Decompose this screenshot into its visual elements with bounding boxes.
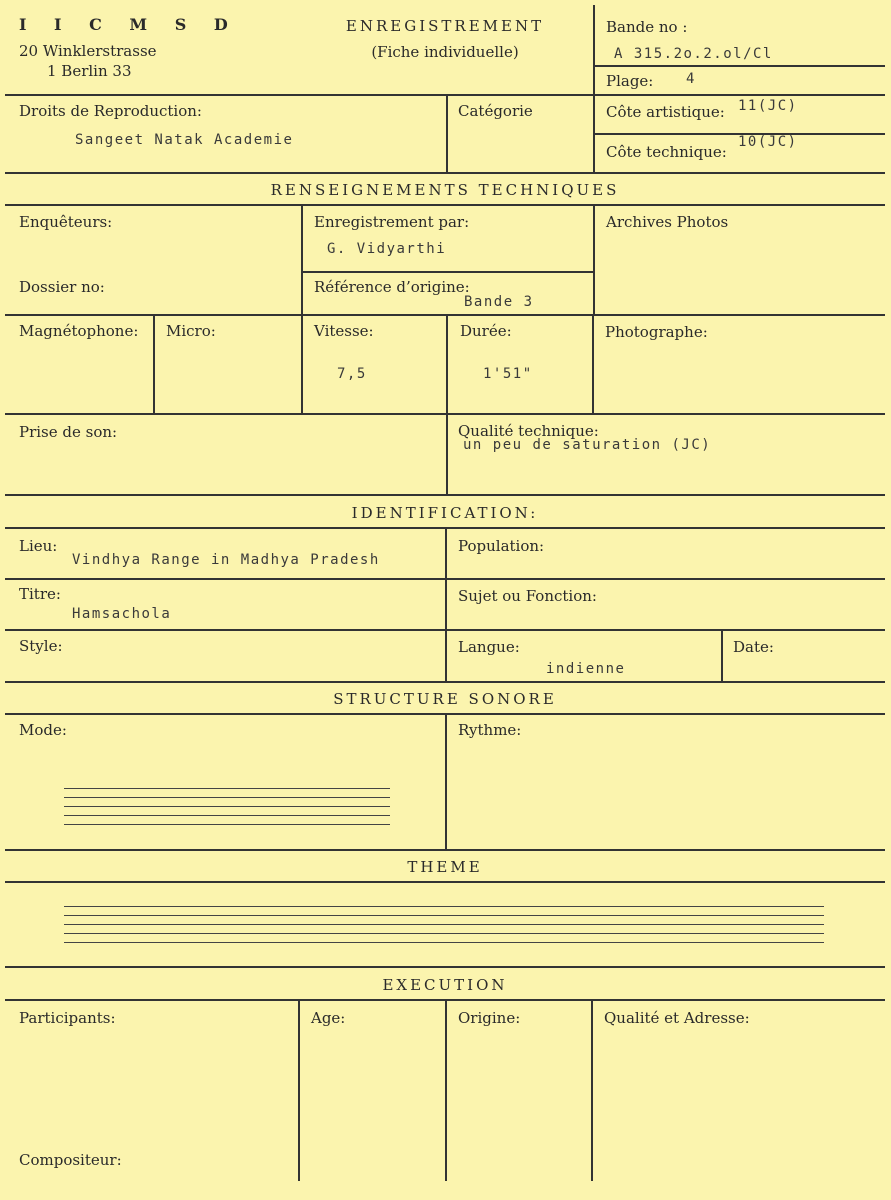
reference-value: Bande 3 bbox=[464, 294, 534, 310]
rule-bande-plage bbox=[593, 65, 885, 67]
bande-label: Bande no : bbox=[606, 18, 688, 36]
theme-staff-line bbox=[64, 933, 824, 934]
rule-mode-rythme bbox=[445, 713, 447, 849]
rule-magneto-bottom bbox=[5, 413, 885, 415]
qualite-technique-value: un peu de saturation (JC) bbox=[463, 437, 712, 453]
vitesse-label: Vitesse: bbox=[314, 322, 374, 340]
theme-staff-line bbox=[64, 942, 824, 943]
vitesse-value: 7,5 bbox=[337, 366, 367, 382]
rule-style-bottom bbox=[5, 681, 885, 683]
rule-magneto-micro bbox=[153, 314, 155, 413]
titre-label: Titre: bbox=[19, 585, 61, 603]
rule-age-origine bbox=[445, 999, 447, 1181]
duree-value: 1'51" bbox=[483, 366, 533, 382]
archives-photos-label: Archives Photos bbox=[606, 213, 729, 231]
rule-duree-photographe bbox=[592, 314, 594, 413]
rule-rights-bottom bbox=[5, 172, 885, 174]
qualite-technique-label: Qualité technique: bbox=[458, 422, 599, 440]
rule-archives-left bbox=[593, 204, 595, 314]
prise-de-son-label: Prise de son: bbox=[19, 423, 118, 441]
reference-label: Référence d’origine: bbox=[314, 278, 470, 296]
magnetophone-label: Magnétophone: bbox=[19, 322, 139, 340]
rule-theme-bottom bbox=[5, 966, 885, 968]
rule-enregistrement-reference bbox=[301, 271, 593, 273]
rule-prise-qualite bbox=[446, 413, 448, 494]
origine-label: Origine: bbox=[458, 1009, 521, 1027]
bande-value: A 315.2o.2.ol/Cl bbox=[614, 46, 773, 62]
rule-vitesse-duree bbox=[446, 314, 448, 413]
cote-technique-value: 10(JC) bbox=[738, 134, 798, 150]
address-line-1: 20 Winklerstrasse bbox=[19, 42, 157, 60]
dossier-label: Dossier no: bbox=[19, 278, 105, 296]
rule-theme-title-bottom bbox=[5, 881, 885, 883]
cote-artistique-value: 11(JC) bbox=[738, 98, 798, 114]
theme-staff-line bbox=[64, 924, 824, 925]
address-line-2: 1 Berlin 33 bbox=[47, 62, 132, 80]
droits-label: Droits de Reproduction: bbox=[19, 102, 202, 120]
compositeur-label: Compositeur: bbox=[19, 1151, 122, 1169]
rule-participants-age bbox=[298, 999, 300, 1181]
rule-prise-bottom bbox=[5, 494, 885, 496]
theme-staff-line bbox=[64, 906, 824, 907]
enregistrement-par-label: Enregistrement par: bbox=[314, 213, 470, 231]
rule-micro-vitesse bbox=[301, 314, 303, 413]
section-title-theme: THEME bbox=[407, 858, 483, 876]
langue-label: Langue: bbox=[458, 638, 520, 656]
rule-enqueteurs-right bbox=[301, 204, 303, 314]
theme-staff-line bbox=[64, 915, 824, 916]
age-label: Age: bbox=[311, 1009, 346, 1027]
langue-value: indienne bbox=[546, 661, 626, 677]
micro-label: Micro: bbox=[166, 322, 216, 340]
rule-rights-cote bbox=[593, 94, 595, 172]
cote-technique-label: Côte technique: bbox=[606, 143, 727, 161]
duree-label: Durée: bbox=[460, 322, 512, 340]
titre-value: Hamsachola bbox=[72, 606, 172, 622]
rythme-label: Rythme: bbox=[458, 721, 522, 739]
mode-staff-line bbox=[64, 806, 390, 807]
photographe-label: Photographe: bbox=[605, 323, 708, 341]
rule-technique-title-bottom bbox=[5, 204, 885, 206]
qualite-adresse-label: Qualité et Adresse: bbox=[604, 1009, 750, 1027]
rule-identification-split bbox=[445, 527, 447, 681]
rule-rights-categorie bbox=[446, 94, 448, 172]
mode-staff-line bbox=[64, 824, 390, 825]
rule-langue-date bbox=[721, 629, 723, 681]
categorie-label: Catégorie bbox=[458, 102, 533, 120]
mode-staff-line bbox=[64, 815, 390, 816]
population-label: Population: bbox=[458, 537, 545, 555]
form-title: ENREGISTREMENT bbox=[345, 17, 545, 35]
plage-label: Plage: bbox=[606, 72, 654, 90]
cote-artistique-label: Côte artistique: bbox=[606, 103, 725, 121]
plage-value: 4 bbox=[686, 71, 696, 87]
rule-origine-qualite bbox=[591, 999, 593, 1181]
enqueteurs-label: Enquêteurs: bbox=[19, 213, 113, 231]
rule-mode-bottom bbox=[5, 849, 885, 851]
lieu-label: Lieu: bbox=[19, 537, 58, 555]
mode-staff-line bbox=[64, 797, 390, 798]
participants-label: Participants: bbox=[19, 1009, 116, 1027]
rule-header-right bbox=[593, 5, 595, 94]
rule-header-bottom bbox=[5, 94, 885, 96]
section-title-structure: STRUCTURE SONORE bbox=[333, 690, 557, 708]
section-title-technique: RENSEIGNEMENTS TECHNIQUES bbox=[270, 181, 620, 199]
section-title-identification: IDENTIFICATION: bbox=[351, 504, 539, 522]
sujet-label: Sujet ou Fonction: bbox=[458, 587, 597, 605]
mode-staff-line bbox=[64, 788, 390, 789]
form-subtitle: (Fiche individuelle) bbox=[371, 43, 519, 61]
droits-value: Sangeet Natak Academie bbox=[75, 132, 294, 148]
style-label: Style: bbox=[19, 637, 63, 655]
date-label: Date: bbox=[733, 638, 774, 656]
lieu-value: Vindhya Range in Madhya Pradesh bbox=[72, 552, 380, 568]
institute-logo: I I C M S D bbox=[19, 15, 239, 34]
mode-label: Mode: bbox=[19, 721, 67, 739]
rule-dossier-bottom bbox=[5, 314, 885, 316]
section-title-execution: EXECUTION bbox=[382, 976, 508, 994]
enregistrement-par-value: G. Vidyarthi bbox=[327, 241, 447, 257]
